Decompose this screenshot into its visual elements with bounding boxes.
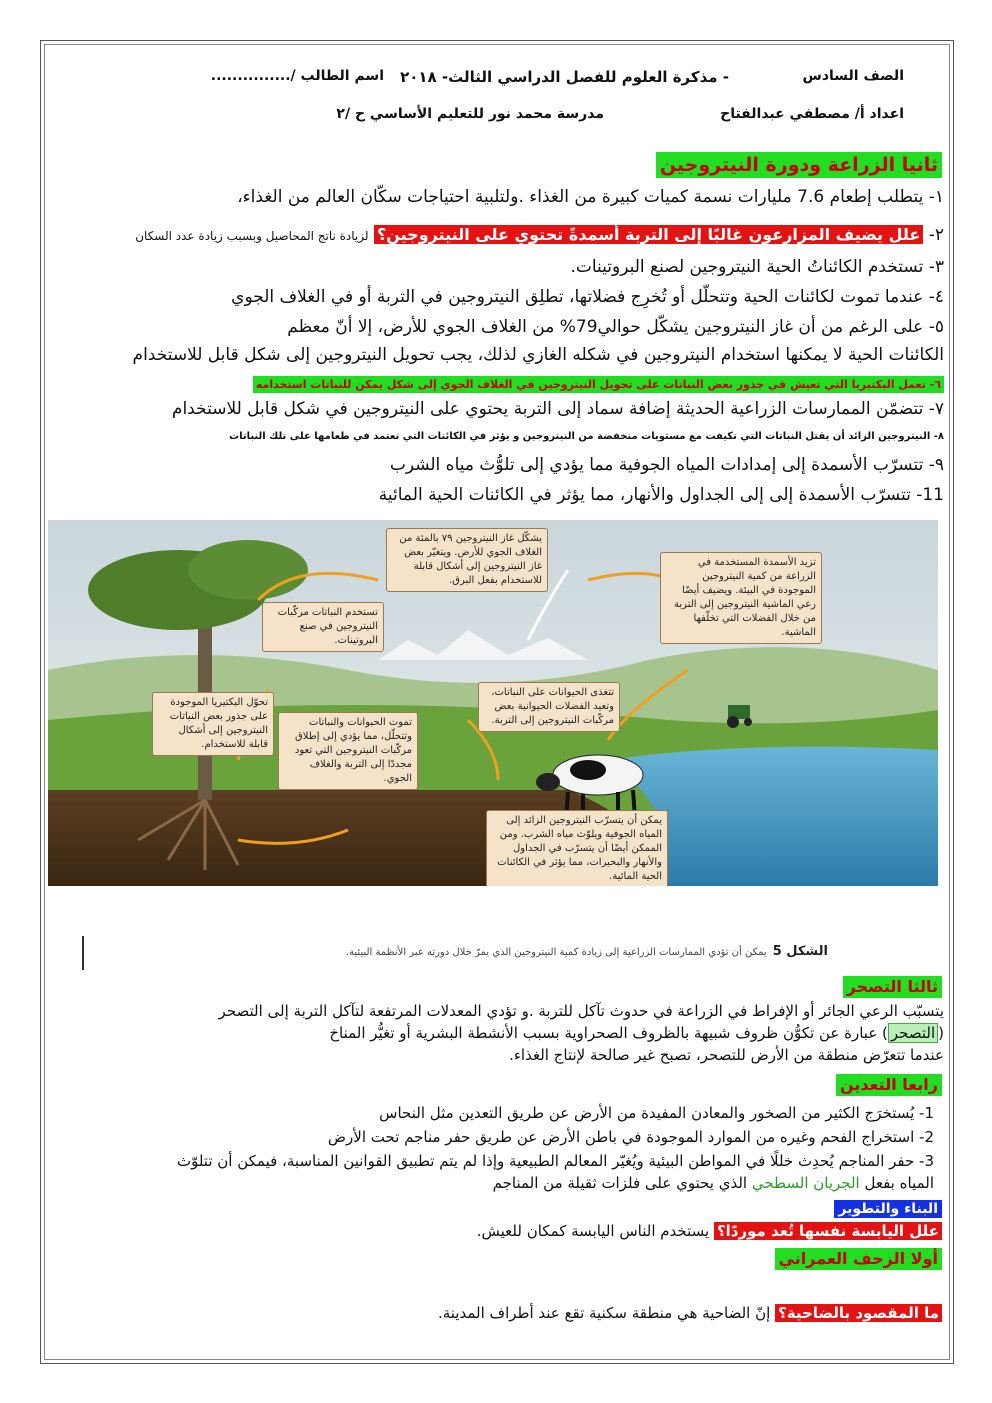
list-item-question: ٢- علل يضيف المزارعون غالبًا إلى التربة أسمدةً تحتوي على النيتروجين؟ لزيادة ناتج المحاصيل وبسبب زيادة عدد السكان	[135, 225, 944, 245]
worksheet-page	[48, 48, 944, 1358]
question-line: علل اليابسة نفسها تُعد موردًا؟ يستخدم الناس اليابسة كمكان للعيش.	[477, 1222, 942, 1240]
answer-text: لزيادة ناتج المحاصيل وبسبب زيادة عدد السكان	[135, 229, 369, 243]
list-item: ١- يتطلب إطعام 7.6 مليارات نسمة كميات كبيرة من الغذاء .ولتلبية احتياجات سكّان العالم من الغذاء،	[237, 187, 944, 207]
paragraph-definition: (التصحر) عبارة عن تكوُّن ظروف شبيهة بالظروف الصحراوية بسبب الأنشطة البشرية أو تغيُّر المناخ	[329, 1024, 944, 1042]
author-label: اعداد أ/ مصطفي عبدالفتاح	[720, 106, 904, 122]
list-item: 1- يُستخرَج الكثير من الصخور والمعادن المفيدة من الأرض عن طريق التعدين مثل النحاس	[379, 1104, 934, 1122]
section-heading-sprawl: أولا الزحف العمراني	[775, 1248, 942, 1270]
callout-atmosphere: يشكّل غاز النيتروجين ٧٩ بالمئة من الغلاف الجوي للأرض. ويتغيّر بعض غاز النيتروجين إلى أشكال قابلة للاستخدام بفعل البرق.	[386, 528, 548, 592]
list-item: 11- تتسرّب الأسمدة إلى إلى الجداول والأنهار، مما يؤثر في الكائنات الحية المائية	[378, 485, 944, 505]
question-highlight: علل يضيف المزارعون غالبًا إلى التربة أسمدةً تحتوي على النيتروجين؟	[374, 225, 923, 244]
school-label: مدرسة محمد نور للتعليم الأساسي ح /٢	[336, 106, 604, 122]
list-item: المياه بفعل الجريان السطحي الذي يحتوي على فلزات ثقيلة من المناجم	[492, 1174, 934, 1192]
section-heading-building: البناء والتطوير	[834, 1198, 942, 1218]
list-item: 2- استخراج الفحم وغيره من الموارد الموجودة في باطن الأرض عن طريق حفر مناجم تحت الأرض	[327, 1128, 934, 1146]
list-item: الكائنات الحية لا يمكنها استخدام النيتروجين في شكله الغازي لذلك، يجب تحويل النيتروجين إلى شكل قابل للاستخدام	[132, 345, 944, 365]
callout-bacteria: تحوّل البكتيريا الموجودة على جذور بعض النباتات النيتروجين إلى أشكال قابلة للاستخدام.	[152, 692, 274, 756]
list-item-highlight: ٦- تعمل البكتيريا التي تعيش في جذور بعض النباتات على تحويل النيتروجين في الغلاف الجوي إلى شكل يمكن للنباتات استخدامه	[253, 370, 944, 398]
figure-caption: الشكل 5يمكن أن تؤدي الممارسات الزراعية إلى زيادة كمية النيتروجين الذي يمرّ خلال دورته عبر الأنظمة البيئية.	[345, 944, 828, 959]
callout-fertilizer: تزيد الأسمدة المستخدمة في الزراعة من كمية النيتروجين الموجودة في البيئة. ويضيف أيضًا رعي الماشية النيتروجين إلى التربة من خلال الفضلات التي تخلّفها الماشية.	[660, 552, 822, 644]
section-heading-desertification: ثالثا التصحر	[843, 976, 942, 998]
list-item: ٩- تتسرّب الأسمدة إلى إمدادات المياه الجوفية مما يؤدي إلى تلوُّث مياه الشرب	[389, 455, 944, 475]
document-title: - مذكرة العلوم للفصل الدراسي الثالث- ٢٠١٨	[400, 68, 729, 86]
section-heading-mining: رابعا التعدين	[836, 1074, 942, 1096]
student-name-field: اسم الطالب /...............	[210, 68, 384, 84]
list-item: ٥- على الرغم من أن غاز النيتروجين يشكّل حوالي79% من الغلاف الجوي للأرض، إلا أنّ معظم	[287, 317, 944, 337]
callout-runoff: يمكن أن يتسرّب النيتروجين الزائد إلى المياه الجوفية ويلوّث مياه الشرب. ومن الممكن أيضًا أن يتسرّب في الجداول والأنهار والبحيرات، مما يؤثر في الكائنات الحية المائية.	[486, 810, 668, 886]
paragraph: عندما تتعرّض منطقة من الأرض للتصحر، تصبح غير صالحة لإنتاج الغذاء.	[509, 1046, 944, 1064]
nitrogen-cycle-illustration	[48, 520, 938, 886]
callout-animals: تتغذى الحيوانات على النباتات، وتعيد الفضلات الحيوانية بعض مركّبات النيتروجين إلى التربة.	[478, 682, 620, 732]
caption-bar	[82, 936, 84, 970]
list-item: ٤- عندما تموت لكائنات الحية وتتحلّل أو تُخرِج فضلاتها، تطلِق النيتروجين في التربة أو في الغلاف الجوي	[231, 287, 944, 307]
question-line: ما المقصود بالضاحية؟ إنّ الضاحية هي منطقة سكنية تقع عند أطراف المدينة.	[438, 1304, 942, 1322]
grade-label: الصف السادس	[802, 68, 904, 84]
list-item: ٧- تتضمّن الممارسات الزراعية الحديثة إضافة سماد إلى التربة يحتوي على النيتروجين في شكل قابل للاستخدام	[171, 399, 944, 419]
paragraph: يتسبّب الرعي الجائر أو الإفراط في الزراعة في حدوث تآكل للتربة .و تؤدي المعدلات المرتفعة لتآكل التربة إلى التصحر	[218, 1002, 944, 1020]
callout-plants: تستخدم النباتات مركّبات النيتروجين في صنع البروتينات.	[262, 602, 384, 652]
section-heading-nitrogen: ثانيا الزراعة ودورة النيتروجين	[656, 152, 942, 178]
list-item: 3- حفر المناجم يُحدِث خللًا في المواطن البيئية ويُغيّر المعالم الطبيعية وإذا لم يتم تطبيق القوانين المناسبة، فيمكن أن تتلوّث	[176, 1152, 934, 1170]
list-item: ٣- تستخدم الكائناتُ الحية النيتروجين لصنع البروتينات.	[570, 257, 944, 277]
list-item: ٨- النيتروجين الزائد أن يقتل النباتات التي تكيفت مع مستويات منخفضة من النيتروجين و يؤثر في الكائنات التي تعتمد في طعامها على تلك النباتات	[229, 431, 944, 442]
callout-decay: تموت الحيوانات والنباتات وتتحلّل، مما يؤدي إلى إطلاق مركّبات النيتروجين التي تعود مجددًا إلى التربة والغلاف الجوي.	[278, 712, 418, 790]
